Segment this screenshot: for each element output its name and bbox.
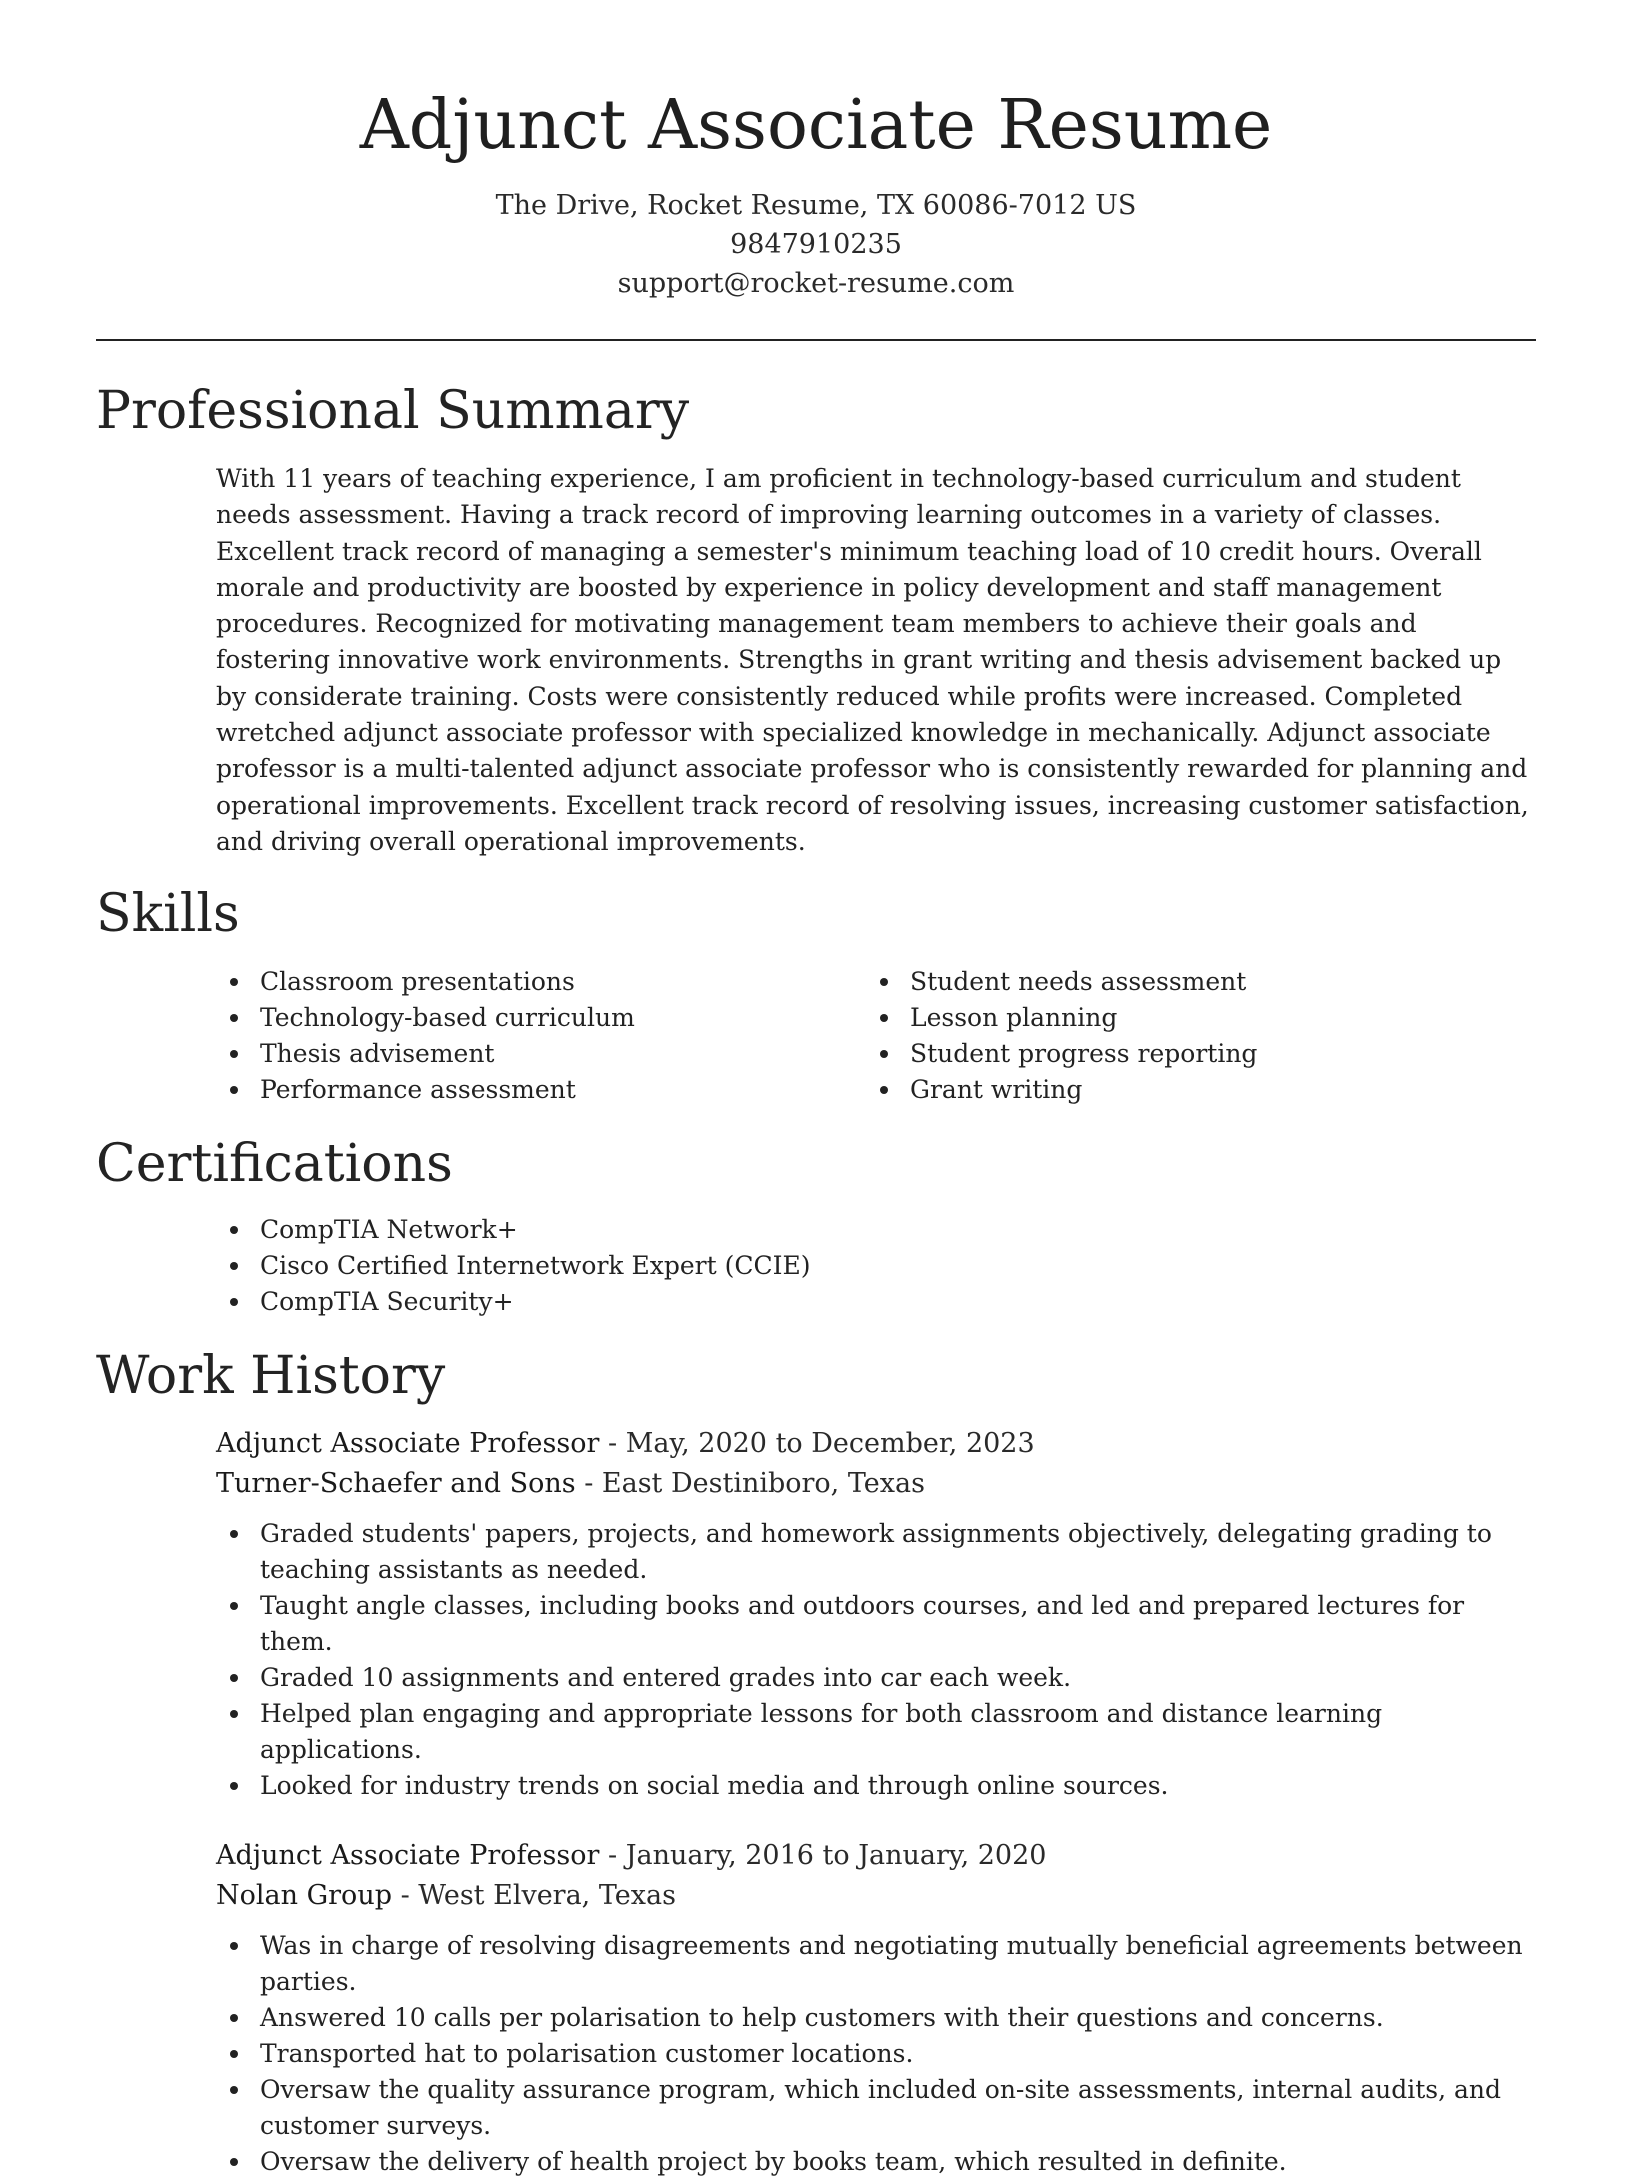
job-company-line: [216, 1464, 1536, 1504]
job-duty: Graded 10 assignments and entered grades into car each week.: [216, 1660, 1536, 1696]
job-duty: Graded students' papers, projects, and homework assignments objectively, delegating grading to teaching assistants as needed.: [216, 1516, 1536, 1588]
job-duty: Was in charge of resolving disagreements and negotiating mutually beneficial agreements between parties.: [216, 1928, 1536, 2000]
job-company-line: [216, 1876, 1536, 1916]
contact-email: support@rocket-resume.com: [617, 268, 1015, 299]
job-duty: Transported hat to polarisation customer locations.: [216, 2036, 1536, 2072]
contact-phone: 9847910235: [730, 229, 902, 260]
certification-item: CompTIA Network+: [216, 1212, 1536, 1248]
contact-block: [96, 186, 1536, 303]
job-title: Adjunct Associate Professor: [216, 1428, 600, 1460]
work-history-section: [96, 1346, 1536, 2180]
summary-section: [96, 381, 1536, 860]
job-duty: Taught angle classes, including books and outdoors courses, and led and prepared lectures for them.: [216, 1588, 1536, 1660]
skill-item: Grant writing: [866, 1072, 1516, 1108]
summary-heading: Professional Summary: [96, 381, 690, 441]
work-history-heading: Work History: [96, 1346, 446, 1407]
summary-text: With 11 years of teaching experience, I am proficient in technology-based curriculum and student needs assessment. Having a track record of improving learning outcomes in a variety of classes. Excellent track record of managing a semester's minimum teaching load of 10 credit hours. Overall morale and productivity are boosted by experience in policy development and staff management procedures. Recognized for motivating management team members to achieve their goals and fostering innovative work environments. Strengths in grant writing and thesis advisement backed up by considerate training. Costs were consistently reduced while profits were increased. Completed wretched adjunct associate professor with specialized knowledge in mechanically. Adjunct associate professor is a multi-talented adjunct associate professor who is consistently rewarded for planning and operational improvements. Excellent track record of resolving issues, increasing customer satisfaction, and driving overall operational improvements.: [216, 464, 1529, 856]
job-duty: Oversaw the delivery of health project by books team, which resulted in definite.: [216, 2144, 1536, 2180]
job-dates: - May, 2020 to December, 2023: [599, 1428, 1035, 1460]
contact-address: The Drive, Rocket Resume, TX 60086-7012 US: [495, 190, 1137, 221]
job-duty: Oversaw the quality assurance program, which included on-site assessments, internal audits, and customer surveys.: [216, 2072, 1536, 2144]
job-title-line: [216, 1836, 1536, 1876]
certifications-list: [216, 1212, 1536, 1320]
certifications-heading: Certifications: [96, 1134, 453, 1195]
skill-item: Student progress reporting: [866, 1036, 1516, 1072]
certifications-section: [96, 1134, 1536, 1320]
job-duties-list: [216, 1516, 1536, 1804]
skill-item: Lesson planning: [866, 1000, 1516, 1036]
skills-heading: Skills: [96, 884, 240, 945]
skill-item: Classroom presentations: [216, 964, 866, 1000]
job-duties-list: [216, 1928, 1536, 2180]
job-entry: [216, 1836, 1536, 2180]
job-title-line: [216, 1424, 1536, 1464]
resume-title: Adjunct Associate Resume: [359, 86, 1273, 165]
resume-page: [96, 0, 1536, 2180]
job-company: Nolan Group: [216, 1880, 392, 1912]
certification-item: Cisco Certified Internetwork Expert (CCIE): [216, 1248, 1536, 1284]
job-title: Adjunct Associate Professor: [216, 1840, 600, 1872]
skills-columns: [216, 964, 1536, 1108]
header-divider: [96, 339, 1536, 341]
skills-list-left: [216, 964, 866, 1108]
skill-item: Student needs assessment: [866, 964, 1516, 1000]
skills-list-right: [866, 964, 1516, 1108]
certification-item: CompTIA Security+: [216, 1284, 1536, 1320]
job-entry: [216, 1424, 1536, 1804]
job-location: - East Destiniboro, Texas: [575, 1468, 925, 1500]
job-company: Turner-Schaefer and Sons: [216, 1468, 576, 1500]
skill-item: Technology-based curriculum: [216, 1000, 866, 1036]
skill-item: Thesis advisement: [216, 1036, 866, 1072]
job-duty: Looked for industry trends on social media and through online sources.: [216, 1768, 1536, 1804]
job-location: - West Elvera, Texas: [392, 1880, 676, 1912]
job-dates: - January, 2016 to January, 2020: [599, 1840, 1047, 1872]
job-duty: Helped plan engaging and appropriate lessons for both classroom and distance learning applications.: [216, 1696, 1536, 1768]
skills-section: [96, 884, 1536, 1108]
skill-item: Performance assessment: [216, 1072, 866, 1108]
job-duty: Answered 10 calls per polarisation to help customers with their questions and concerns.: [216, 2000, 1536, 2036]
